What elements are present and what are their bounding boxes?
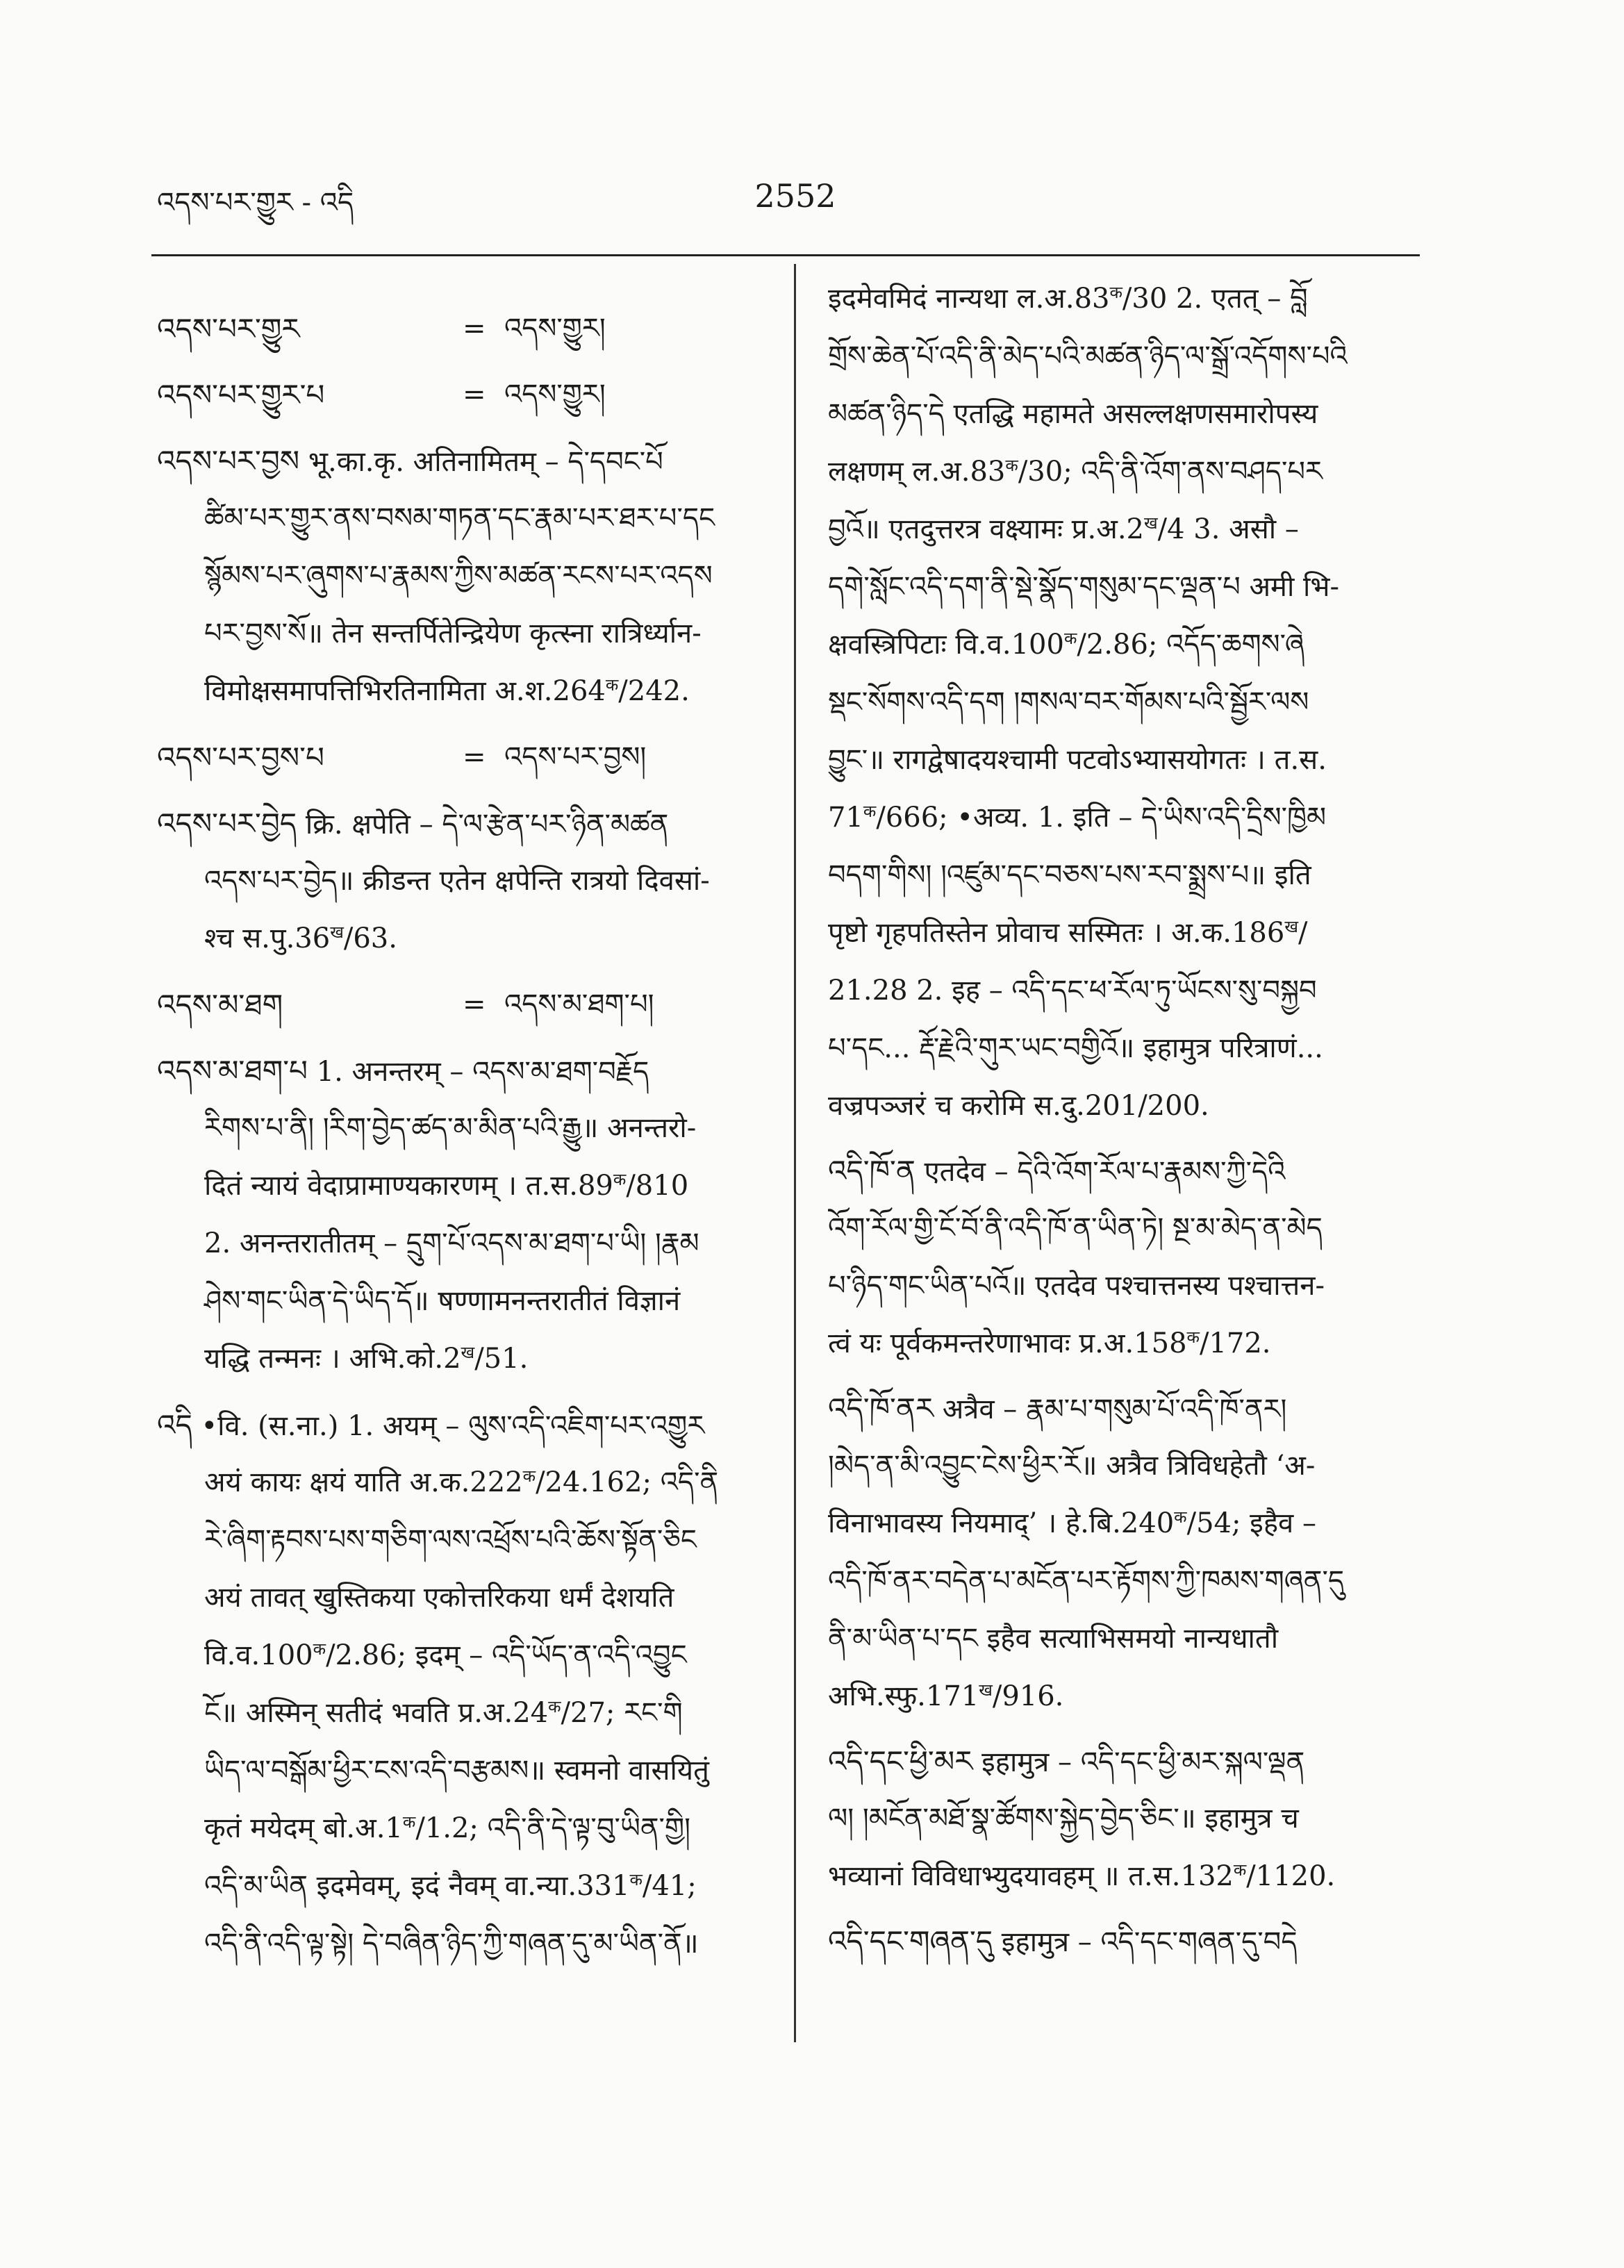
text-line <box>828 1553 1439 1610</box>
text-line <box>828 1790 1439 1848</box>
superscript: ख <box>1284 917 1298 936</box>
superscript: क <box>313 1639 326 1659</box>
text-line <box>157 432 782 490</box>
cross-reference-entry <box>157 729 782 786</box>
text-run: लक्षणम् ल.अ.83 <box>828 456 1006 488</box>
text-line <box>157 1396 782 1454</box>
text-run: विनाभावस्य नियमाद्’ । हे.बि.240 <box>828 1507 1175 1539</box>
text-line <box>828 501 1439 558</box>
text-run: 21.28 2. इह – འདི་དང་ཕ་རོལ་ཏུ་ཡོངས་སུ་བསྐྱབ <box>828 975 1317 1007</box>
headword: འདི་ཁོ་ནར <box>828 1391 934 1425</box>
text-line <box>828 558 1439 616</box>
text-line <box>157 910 782 968</box>
text-run: 1. अनन्तरम् – འདས་མ་ཐག་བརྗོད <box>307 1056 649 1088</box>
text-run: कृतं मयेदम् बो.अ.1 <box>204 1812 403 1844</box>
headword: འདས་མ་ཐག <box>157 988 283 1022</box>
text-run: यद्धि तन्मनः । अभि.को.2 <box>204 1343 461 1375</box>
text-run: ཚིམ་པར་གྱུར་ནས་བསམ་གཏན་དང་རྣམ་པར་ཐར་པ་དང <box>204 502 715 534</box>
text-run: འོག་རོལ་གྱི་ངོ་བོ་ནི་འདི་ཁོ་ན་ཡིན་ཏེ། སྔ་མ་མེད་ན་མེད <box>828 1212 1323 1244</box>
superscript: क <box>1063 629 1077 648</box>
cross-reference-entry <box>157 976 782 1034</box>
headword: འདས་པར་བྱས <box>157 444 300 478</box>
text-run: འདི་ཁོ་ནར་བདེན་པ་མངོན་པར་རྟོགས་ཀྱི་ཁམས་གཞན་དུ <box>828 1565 1344 1597</box>
headword: འདས་པར་གྱུར <box>157 312 300 346</box>
text-run: /54; इहैव – <box>1186 1507 1317 1539</box>
headword: འདི་ཁོ་ན <box>828 1154 915 1188</box>
page-number: 2552 <box>754 177 836 215</box>
text-run: སྙོམས་པར་ཞུགས་པ་རྣམས་ཀྱིས་མཚན་རངས་པར་འདས <box>204 560 713 592</box>
text-run: པ་ཉིད་གང་ཡིན་པའོ॥ एतदेव पश्चात्तनस्य पश्चात्तन- <box>828 1270 1325 1302</box>
headword: འདས་པར་བྱེད <box>157 806 297 841</box>
text-line <box>828 1142 1439 1200</box>
cross-reference-entry <box>157 300 782 358</box>
text-run: दितं न्यायं वेदाप्रामाण्यकारणम् । त.स.89 <box>204 1170 613 1202</box>
superscript: क <box>1174 1507 1187 1527</box>
text-run: /4 3. असौ – <box>1157 513 1299 545</box>
text-run: 71 <box>828 802 863 834</box>
text-line <box>157 1800 782 1857</box>
text-run: པ་དང... རྡོ་རྗེའི་གུར་ཡང་བགྱིའོ॥ इहामुत्र परित्राणं... <box>828 1032 1323 1064</box>
text-run: 2. अनन्तरातीतम् – དྲུག་པོ་འདས་མ་ཐག་པ་ཡི། །རྣམ <box>204 1227 699 1259</box>
text-line <box>828 1200 1439 1257</box>
superscript: ख <box>330 922 344 942</box>
superscript: क <box>1109 283 1122 302</box>
cross-reference-target: འདས་པར་བྱས། <box>504 741 647 773</box>
text-line <box>157 547 782 605</box>
text-line <box>828 904 1439 962</box>
dictionary-entry <box>157 1042 782 1388</box>
superscript: क <box>1005 456 1018 475</box>
text-run: विमोक्षसमापत्तिभिरतिनामिता अ.श.264 <box>204 675 606 707</box>
superscript: क <box>613 1170 627 1189</box>
superscript: क <box>1186 1327 1200 1347</box>
text-run: /41; <box>642 1870 697 1902</box>
dictionary-entry <box>828 270 1439 1135</box>
text-run: इदमेवमिदं नान्यथा ल.अ.83 <box>828 283 1110 315</box>
text-run: /172. <box>1199 1327 1271 1359</box>
left-column <box>157 300 782 2009</box>
text-run: མཚན་ཉིད་དེ एतद्धि महामते असल्लक्षणसमारोपस्य <box>828 398 1318 430</box>
text-run: འདས་པར་བྱེད॥ क्रीडन्त एतेन क्षपेन्ति रात्रयो दिवसां- <box>204 865 710 897</box>
headword: འདི <box>157 1408 192 1442</box>
superscript: क <box>522 1466 536 1486</box>
text-run: /916. <box>992 1680 1064 1712</box>
text-run: /27; རང་གི <box>561 1697 683 1729</box>
text-line <box>157 605 782 663</box>
superscript: ख <box>979 1680 993 1700</box>
text-line <box>157 1627 782 1685</box>
cross-reference-target: འདས་མ་ཐག་པ། <box>504 988 654 1020</box>
text-run: श्च स.पु.36 <box>204 922 331 954</box>
text-line <box>157 1857 782 1915</box>
text-run: /1.2; འདི་ནི་དེ་ལྟ་བུ་ཡིན་གྱི། <box>415 1812 690 1844</box>
text-run: अयं तावत् खुस्तिकया एकोत्तरिकया धर्मं देशयति <box>204 1582 674 1614</box>
text-run: इहामुत्र – འདི་དང་གཞན་དུ་བདེ <box>993 1926 1298 1958</box>
text-run: དགེ་སློང་འདི་དག་ནི་སྡེ་སྣོད་གསུམ་དང་ལྡན་པ अमी भि- <box>828 571 1340 603</box>
superscript: क <box>605 675 619 695</box>
text-run: /30 2. एतत् – བློ <box>1122 283 1308 315</box>
text-line <box>828 1610 1439 1668</box>
text-run: भू.का.कृ. अतिनामितम् – དེ་དབང་པོ <box>299 446 663 478</box>
superscript: क <box>1233 1860 1247 1880</box>
text-run: /666; •अव्य. 1. इति – དེ་ཡིས་འདི་དྲིས་ཁྱིམ <box>876 802 1327 834</box>
text-line <box>157 1273 782 1330</box>
equals-sign: = <box>463 988 486 1020</box>
dictionary-entry <box>828 1380 1439 1725</box>
headword: འདི་དང་ཕྱི་མར <box>828 1744 973 1778</box>
text-run: पृष्टो गृहपतिस्तेन प्रोवाच सस्मितः । अ.क.186 <box>828 917 1285 949</box>
text-line <box>157 1042 782 1100</box>
text-run: /2.86; इदम् – འདི་ཡོད་ན་འདི་འབྱུང <box>326 1639 687 1671</box>
text-run: འདི་མ་ཡིན इदमेवम्, इदं नैवम् वा.न्या.331 <box>204 1870 630 1902</box>
text-run: वि.व.100 <box>204 1639 313 1671</box>
text-run: /24.162; འདི་ནི <box>536 1466 719 1498</box>
text-run: རེ་ཞིག་རྟབས་པས་གཅིག་ལས་འཕྲོས་པའི་ཆོས་སྟོན་ཅིང <box>204 1524 697 1556</box>
text-line <box>828 1077 1439 1135</box>
cross-reference-entry <box>157 366 782 424</box>
text-line <box>828 1380 1439 1437</box>
text-line <box>157 1742 782 1800</box>
text-line <box>828 1912 1439 1970</box>
text-line <box>157 1157 782 1215</box>
headword: འདས་པར་གྱུར་པ <box>157 378 325 412</box>
text-run: /2.86; འདོད་ཆགས་ཞེ <box>1077 629 1304 661</box>
dictionary-entry <box>828 1142 1439 1373</box>
right-column <box>828 270 1439 2007</box>
running-head: འདས་པར་གྱུར - འདི <box>157 187 354 219</box>
superscript: क <box>629 1870 643 1889</box>
text-line <box>828 1315 1439 1373</box>
text-run: /51. <box>474 1343 529 1375</box>
text-line <box>157 1569 782 1627</box>
text-run: །མེད་ན་མི་འབྱུང་ངེས་ཕྱིར་རོ॥ अत्रैव त्रिविधहेतौ ‘अ- <box>828 1450 1316 1482</box>
text-line <box>157 1512 782 1569</box>
text-run: एतदेव – དེའི་འོག་རོལ་པ་རྣམས་ཀྱི་དེའི <box>915 1156 1286 1188</box>
text-line <box>828 731 1439 789</box>
text-line <box>828 847 1439 904</box>
text-run: भव्यानां विविधाभ्युदयावहम् ॥ त.स.132 <box>828 1860 1234 1892</box>
headword: འདས་པར་བྱས་པ <box>157 740 324 775</box>
text-line <box>828 616 1439 674</box>
text-run: क्षवस्त्रिपिटाः वि.व.100 <box>828 629 1064 661</box>
text-line <box>828 1668 1439 1725</box>
equals-sign: = <box>463 313 486 345</box>
dictionary-entry <box>828 1732 1439 1905</box>
headword: འདི་དང་གཞན་དུ <box>828 1924 993 1958</box>
header-rule <box>151 254 1420 256</box>
text-run: त्वं यः पूर्वकमन्तरेणाभावः प्र.अ.158 <box>828 1327 1187 1359</box>
text-line <box>828 674 1439 731</box>
text-line <box>157 1915 782 1973</box>
text-run: /63. <box>343 922 397 954</box>
text-line <box>157 1685 782 1742</box>
text-line <box>828 1495 1439 1553</box>
dictionary-entry <box>157 1396 782 1973</box>
text-run: ལ། །མངོན་མཐོ་སྣ་ཚོགས་སྐྱེད་བྱེད་ཅིང་॥ इहामुत्र च <box>828 1803 1299 1835</box>
text-run: ཡིད་ལ་བསྒོམ་ཕྱིར་ངས་འདི་བརྩམས॥ स्वमनो वासयितुं <box>204 1755 709 1787</box>
text-line <box>828 443 1439 501</box>
headword: འདས་མ་ཐག་པ <box>157 1054 308 1088</box>
text-run: ངོ॥ अस्मिन् सतीदं भवति प्र.अ.24 <box>204 1697 549 1729</box>
text-line <box>828 1020 1439 1077</box>
text-run: अभि.स्फु.171 <box>828 1680 979 1712</box>
text-line <box>828 962 1439 1020</box>
superscript: ख <box>1143 513 1158 533</box>
text-run: वज्रपञ्जरं च करोमि स.दु.201/200. <box>828 1090 1209 1122</box>
text-run: •वि. (स.ना.) 1. अयम् – ལུས་འདི་འཇིག་པར་འགྱུར <box>192 1410 705 1442</box>
text-run: /30; འདི་ནི་འོག་ནས་བཤད་པར <box>1018 456 1323 488</box>
text-line <box>828 1732 1439 1790</box>
text-run: ཤེས་གང་ཡིན་དེ་ཡིད་དོ॥ षण्णामनन्तरातीतं विज्ञानं <box>204 1285 681 1317</box>
text-run: अयं कायः क्षयं याति अ.क.222 <box>204 1466 523 1498</box>
text-run: འདི་ནི་འདི་ལྟ་སྟེ། དེ་བཞིན་ཉིད་ཀྱི་གཞན་དུ་མ་ཡིན་ནོ॥ <box>204 1928 699 1960</box>
text-line <box>157 663 782 720</box>
text-run: བདག་གིས། །འཛུམ་དང་བཅས་པས་རབ་སྨྲས་པ॥ इति <box>828 859 1311 891</box>
text-run: སྡང་སོགས་འདི་དག །གསལ་བར་གོམས་པའི་སྦྱོར་ལས <box>828 686 1309 718</box>
text-line <box>157 795 782 852</box>
text-run: अत्रैव – རྣམ་པ་གསུམ་པོ་འདི་ཁོ་ནར། <box>934 1393 1287 1425</box>
text-line <box>828 1437 1439 1495</box>
cross-reference-target: འདས་གྱུར། <box>504 379 606 411</box>
cross-reference-target: འདས་གྱུར། <box>504 313 606 345</box>
superscript: ख <box>461 1343 475 1362</box>
equals-sign: = <box>463 741 486 773</box>
text-line <box>828 328 1439 386</box>
column-divider <box>794 264 796 2042</box>
text-run: /810 <box>626 1170 689 1202</box>
equals-sign: = <box>463 379 486 411</box>
text-run: པར་བྱས་སོ॥ तेन सन्तर्पितेन्द्रियेण कृत्स्ना रात्रिर्ध्यान- <box>204 618 702 649</box>
dictionary-entry <box>828 1912 1439 1970</box>
text-run: /1120. <box>1246 1860 1336 1892</box>
text-line <box>157 1215 782 1273</box>
text-run: / <box>1298 917 1308 949</box>
text-run: इहामुत्र – འདི་དང་ཕྱི་མར་སྐལ་ལྡན <box>972 1746 1305 1778</box>
dictionary-entry <box>157 795 782 968</box>
text-line <box>828 789 1439 847</box>
text-line <box>828 1257 1439 1315</box>
text-run: क्रि. क्षपेति – དེ་ལ་རྩེན་པར་ཉིན་མཚན <box>297 809 669 841</box>
superscript: क <box>548 1697 561 1716</box>
text-line <box>157 490 782 547</box>
text-run: /242. <box>618 675 690 707</box>
text-run: གྲོས་ཆེན་པོ་འདི་ནི་མེད་པའི་མཚན་ཉིད་ལ་སྒྲོ་འདོགས་པའི <box>828 340 1348 372</box>
superscript: क <box>863 802 877 821</box>
superscript: क <box>402 1812 416 1832</box>
dictionary-entry <box>157 432 782 720</box>
text-line <box>157 852 782 910</box>
text-line <box>157 1100 782 1157</box>
text-line <box>828 386 1439 443</box>
text-line <box>828 270 1439 328</box>
text-line <box>157 1454 782 1512</box>
text-line <box>828 1848 1439 1905</box>
text-run: ནི་མ་ཡིན་པ་དང इहैव सत्याभिसमयो नान्यधातौ <box>828 1623 1279 1655</box>
text-run: རིགས་པ་ནི། །རིག་བྱེད་ཚད་མ་མིན་པའི་རྒྱུ॥ अनन्तरो- <box>204 1112 697 1144</box>
text-line <box>157 1330 782 1388</box>
text-run: བྱུང་॥ रागद्वेषादयश्चामी पटवोऽभ्यासयोगतः । त.स. <box>828 744 1327 776</box>
text-run: བྱའོ॥ एतदुत्तरत्र वक्ष्यामः प्र.अ.2 <box>828 513 1144 545</box>
